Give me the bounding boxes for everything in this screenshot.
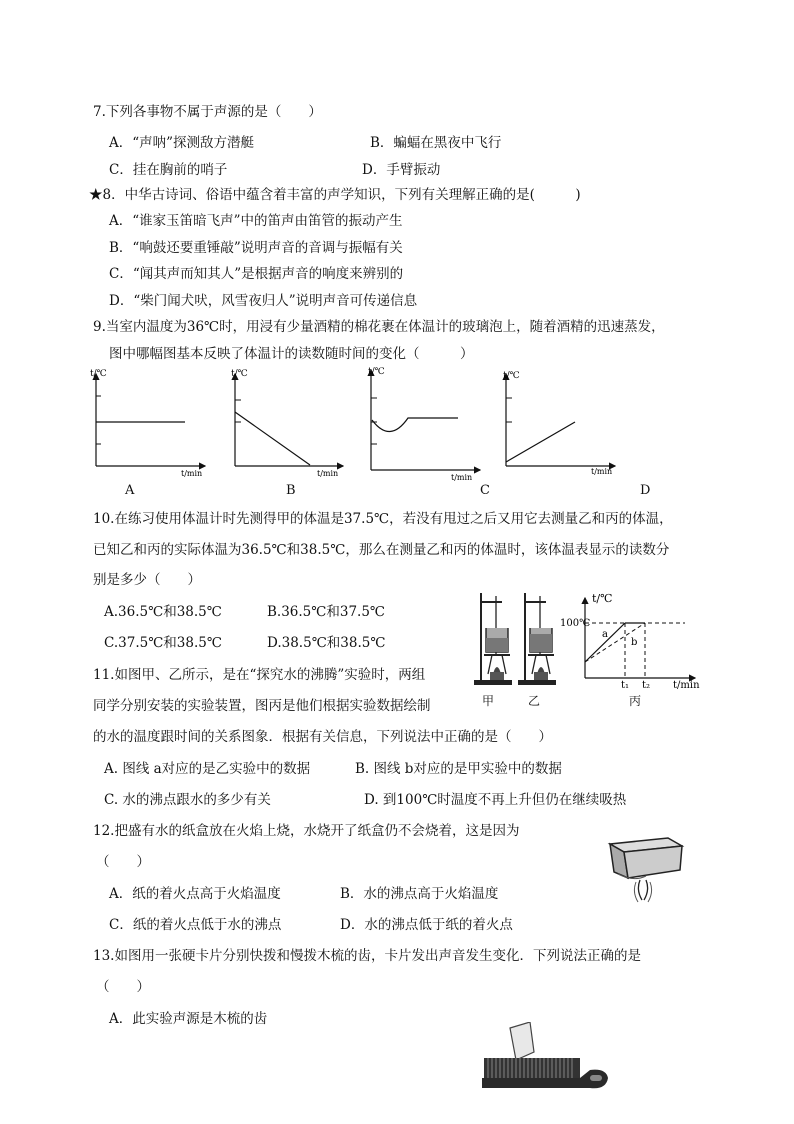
q11-graph-boil-label: 100℃ (560, 618, 591, 629)
q9-label-c: C (480, 483, 490, 498)
q9-graph-d-xlabel: t/min (591, 467, 613, 476)
q11-graph-ylabel: t/℃ (592, 592, 613, 605)
comb-and-card-illustration (478, 1022, 618, 1098)
q9-graph-a-xlabel: t/min (181, 469, 203, 478)
q9-graph-a-ylabel: t/℃ (90, 369, 107, 379)
q13-line2: （ ） (96, 979, 150, 995)
q12-option-a: A．纸的着火点高于火焰温度 (109, 886, 281, 902)
q10-line1: 10.在练习使用体温计时先测得甲的体温是37.5℃，若没有甩过之后又用它去测量乙和丙的体温， (93, 511, 673, 527)
q7-option-b: B．蝙蝠在黑夜中飞行 (370, 135, 502, 151)
q11-option-d: D. 到100℃时温度不再上升但仍在继续吸热 (364, 792, 627, 808)
q10-option-d: D.38.5℃和38.5℃ (267, 635, 386, 651)
q9-graph-c (368, 367, 480, 482)
q9-graph-d (503, 371, 615, 476)
q7-option-d: D．手臂振动 (362, 162, 441, 178)
q8-option-a: A．“谁家玉笛暗飞声”中的笛声由笛管的振动产生 (109, 213, 403, 229)
q9-graph-d-ylabel: t/℃ (503, 371, 520, 381)
q10-option-b: B.36.5℃和37.5℃ (267, 604, 386, 620)
q9-label-a: A (125, 483, 135, 498)
q11-graph-t1: t₁ (621, 680, 630, 690)
q11-apparatus-figure (468, 588, 568, 704)
q9-graph-b (231, 369, 343, 478)
q11-label-bing: 丙 (629, 694, 642, 708)
q11-graph-a-label: a (602, 629, 608, 640)
q11-option-c: C. 水的沸点跟水的多少有关 (104, 792, 271, 808)
q9-graph-c-ylabel: t/℃ (368, 367, 385, 377)
q9-graph-b-ylabel: t/℃ (231, 369, 248, 379)
q9-graph-a (90, 369, 205, 478)
q11-option-a: A. 图线 a对应的是乙实验中的数据 (104, 761, 311, 777)
q11-graph-xlabel: t/min (673, 680, 700, 690)
q11-apparatus-jia (474, 593, 512, 685)
q12-option-c: C．纸的着火点低于水的沸点 (109, 917, 282, 933)
q7-option-c: C．挂在胸前的哨子 (109, 162, 228, 178)
q8-option-b: B．“响鼓还要重锤敲”说明声音的音调与振幅有关 (109, 240, 403, 256)
q9-graph-c-line (372, 418, 458, 432)
comb-teeth (484, 1058, 580, 1080)
q12-option-d: D．水的沸点低于纸的着火点 (340, 917, 513, 933)
q8-option-d: D．“柴门闻犬吠，风雪夜归人”说明声音可传递信息 (109, 293, 418, 309)
q12-option-b: B．水的沸点高于火焰温度 (340, 886, 499, 902)
q10-line2: 已知乙和丙的实际体温为36.5℃和38.5℃，那么在测量乙和丙的体温时，该体温表显示的读数分 (93, 542, 670, 558)
q7-option-a: A．“声呐”探测敌方潜艇 (109, 135, 255, 151)
q11-line1: 11.如图甲、乙所示，是在“探究水的沸腾”实验时，两组 (93, 667, 426, 683)
q7-stem: 7.下列各事物不属于声源的是（ ） (93, 104, 322, 120)
q9-stem-line2: 图中哪幅图基本反映了体温计的读数随时间的变化（ ） (109, 346, 474, 362)
q9-label-d: D (640, 483, 651, 498)
q11-apparatus-yi (518, 593, 556, 685)
q10-option-a: A.36.5℃和38.5℃ (104, 604, 222, 620)
paper-box-over-flame-illustration (606, 834, 686, 904)
q11-graph-bing (555, 592, 705, 690)
q10-option-c: C.37.5℃和38.5℃ (104, 635, 222, 651)
q9-graphs (85, 362, 645, 482)
q8-option-c: C．“闻其声而知其人”是根据声音的响度来辨别的 (109, 266, 404, 282)
q12-line2: （ ） (96, 854, 150, 870)
q9-graph-d-line (506, 422, 575, 462)
q11-option-b: B. 图线 b对应的是甲实验中的数据 (355, 761, 562, 777)
q9-graph-b-xlabel: t/min (317, 469, 339, 478)
q11-graph-t2: t₂ (642, 680, 651, 690)
q9-graph-b-line (235, 412, 310, 465)
q12-line1: 12.把盛有水的纸盒放在火焰上烧，水烧开了纸盒仍不会烧着，这是因为 (93, 823, 520, 839)
q9-stem-line1: 9.当室内温度为36℃时，用浸有少量酒精的棉花裹在体温计的玻璃泡上，随着酒精的迅速蒸发， (93, 319, 665, 335)
q11-line2: 同学分别安装的实验装置，图丙是他们根据实验数据绘制 (93, 698, 431, 714)
q9-graph-c-xlabel: t/min (451, 473, 473, 482)
q13-option-a: A．此实验声源是木梳的齿 (109, 1011, 268, 1027)
q13-line1: 13.如图用一张硬卡片分别快拨和慢拨木梳的齿，卡片发出声音发生变化．下列说法正确的是 (93, 948, 641, 964)
q10-line3: 别是多少（ ） (93, 572, 201, 588)
q11-graph-b-label: b (631, 637, 638, 648)
card-shape (510, 1022, 534, 1060)
q9-label-b: B (286, 483, 296, 498)
q11-line3: 的水的温度跟时间的关系图象．根据有关信息，下列说法中正确的是（ ） (93, 729, 552, 745)
q8-stem: ★8．中华古诗词、俗语中蕴含着丰富的声学知识，下列有关理解正确的是( ) (89, 187, 581, 203)
q11-label-jia: 甲 (482, 694, 495, 708)
q11-label-yi: 乙 (528, 694, 541, 708)
